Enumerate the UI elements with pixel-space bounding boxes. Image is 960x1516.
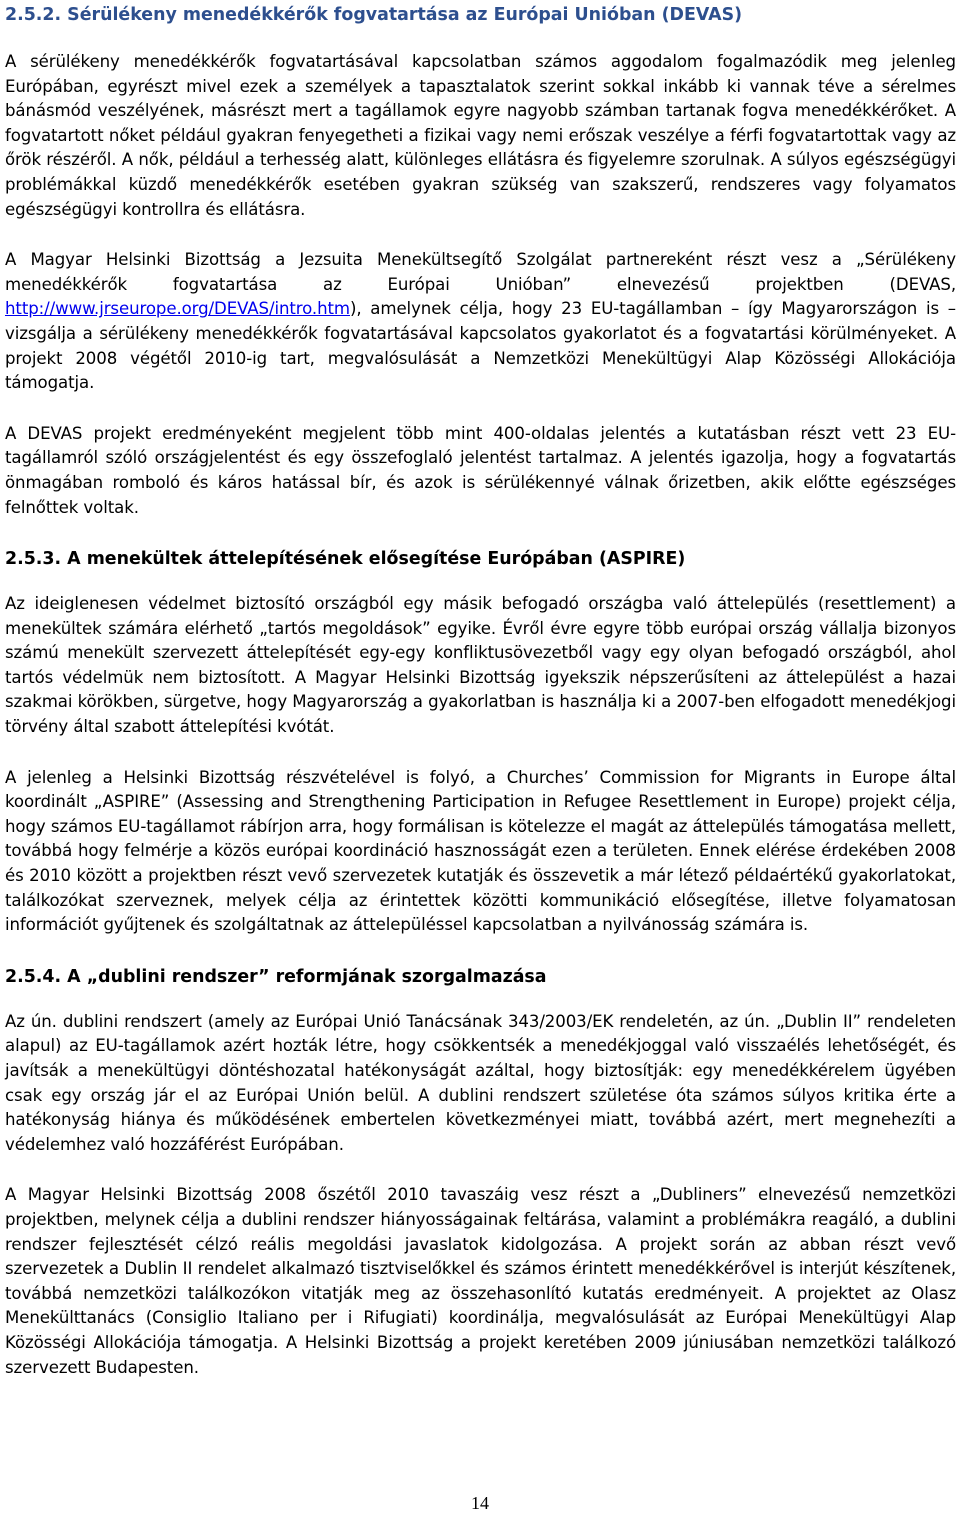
devas-paragraph-2-text-after: ), amelynek célja, hogy 23 EU-tagállamban – így Magyarországon is – vizsgálja a sérülékeny menedékkérők fogvatartásával kapcsolatos gyakorlatot és a fogvatartási körülményeket. A projekt 2008 végétől 2010-ig tart, megvalósulását a Nemzetközi Menekültügyi Alap Közösségi Allokációja támogatja. [5, 299, 956, 393]
section-heading-dublin: 2.5.4. A „dublini rendszer” reformjának szorgalmazása [5, 966, 547, 987]
section-heading-aspire: 2.5.3. A menekültek áttelepítésének elősegítése Európában (ASPIRE) [5, 549, 686, 570]
aspire-paragraph-2: A jelenleg a Helsinki Bizottság részvételével is folyó, a Churches’ Commission for Migrants in Europe által koordinált „ASPIRE” (Assessing and Strengthening Participation in Refugee Resettlement in Europe) projekt célja, hogy számos EU-tagállamot rábírjon arra, hogy formálisan is kötelezze el magát az áttelepülés támogatása mellett, továbbá hogy felmérje a közös európai koordináció hasznosságát ezen a területen. Ennek elérése érdekében 2008 és 2010 között a projektben részt vevő szervezetek kutatják és összevetik a már létező példaértékű gyakorlatokat, találkozókat szerveznek, melyek célja az érintettek közötti kommunikáció elősegítése, illetve folyamatosan információt gyűjtenek és szolgáltatnak az áttelepüléssel kapcsolatban a nyilvánosság számára is. [5, 767, 956, 935]
devas-paragraph-3: A DEVAS projekt eredményeként megjelent több mint 400-oldalas jelentés a kutatásban részt vett 23 EU-tagállamról szóló országjelentést és egy összefoglaló jelentést tartalmaz. A jelentés igazolja, hogy a fogvatartás önmagában romboló és káros hatással bír, és azok is sérülékennyé válnak őrizetben, akik előtte egészséges felnőttek voltak. [5, 423, 956, 517]
section-heading-devas: 2.5.2. Sérülékeny menedékkérők fogvatartása az Európai Unióban (DEVAS) [5, 5, 743, 25]
devas-paragraph-1: A sérülékeny menedékkérők fogvatartásával kapcsolatban számos aggodalom fogalmazódik meg jelenleg Európában, egyrészt mivel ezek a személyek a tapasztalatok szerint sokkal inkább ki vannak téve a sérelmes bánásmód veszélyének, másrészt mert a tagállamok egyre nagyobb számban tartanak fogva menedékkérőket. A fogvatartott nőket például gyakran fenyegetheti a fizikai vagy nemi erőszak veszélye a férfi fogvatartottak vagy az őrök részéről. A nők, például a terhesség alatt, különleges ellátásra és figyelemre szorulnak. A súlyos egészségügyi problémákkal küzdő menedékkérők esetében gyakran szükség van szakszerű, rendszeres vagy folyamatos egészségügyi kontrollra és ellátásra. [5, 52, 956, 219]
document-page [5, 2, 956, 1380]
aspire-paragraph-1: Az ideiglenesen védelmet biztosító országból egy másik befogadó országba való áttelepülés (resettlement) a menekültek számára elérhető „tartós megoldások” egyike. Évről évre egyre több európai ország vállalja bizonyos számú menekült szervezett áttelepítését egy-egy konfliktusövezetből vagy egy olyan befogadó országból, ahol tartós védelmük nem biztosított. A Magyar Helsinki Bizottság igyekszik népszerűsíteni az áttelepülést a hazai szakmai körökben, sürgetve, hogy Magyarország a gyakorlatban is használja ki a 2007-ben elfogadott menedékjogi törvény által szabott áttelepítési kvótát. [5, 594, 956, 737]
dublin-paragraph-2: A Magyar Helsinki Bizottság 2008 őszétől 2010 tavaszáig vesz részt a „Dubliners” elnevezésű nemzetközi projektben, melynek célja a dublini rendszer hiányosságainak feltárása, valamint a problémákra reagáló, a dublini rendszer fejlesztését célzó reális megoldási javaslatok kidolgozása. A projekt során az abban részt vevő szervezetek a Dublin II rendelet alkalmazó tisztviselőkkel és számos érintett menedékkérővel is interjút készítenek, továbbá nemzetközi találkozókon vitatják meg az összehasonlító kutatás eredményeit. A projektet az Olasz Menekülttanács (Consiglio Italiano per i Rifugiati) koordinálja, megvalósulását az Európai Menekültügyi Alap Közösségi Allokációja támogatja. A Helsinki Bizottság a projekt keretében 2009 júniusában nemzetközi találkozó szervezett Budapesten. [5, 1185, 956, 1377]
devas-project-link[interactable]: http://www.jrseurope.org/DEVAS/intro.htm [5, 299, 350, 319]
page-number: 14 [471, 1493, 489, 1513]
devas-paragraph-2 [5, 248, 956, 396]
devas-paragraph-2-text-before: A Magyar Helsinki Bizottság a Jezsuita Menekültsegítő Szolgálat partnereként részt vesz a „Sérülékeny menedékkérők fogvatartása az Európai Unióban” elnevezésű projektben (DEVAS, [5, 250, 956, 294]
dublin-paragraph-1: Az ún. dublini rendszert (amely az Európai Unió Tanácsának 343/2003/EK rendeletén, az ún. „Dublin II” rendeleten alapul) az EU-tagállamok azért hozták létre, hogy csökkentsék a menedékjoggal való visszaélés lehetőségét, és javítsák a menekültügyi döntéshozatal hatékonyságát azáltal, hogy biztosítják: egy menedékkérelem ügyében csak egy ország jár el az Európai Unión belül. A dublini rendszert születése óta számos súlyos kritika érte a hatékonyság hiánya és működésének embertelen következményei miatt, továbbá azért, mert megnehezíti a védelemhez való hozzáférést Európában. [5, 1011, 956, 1154]
